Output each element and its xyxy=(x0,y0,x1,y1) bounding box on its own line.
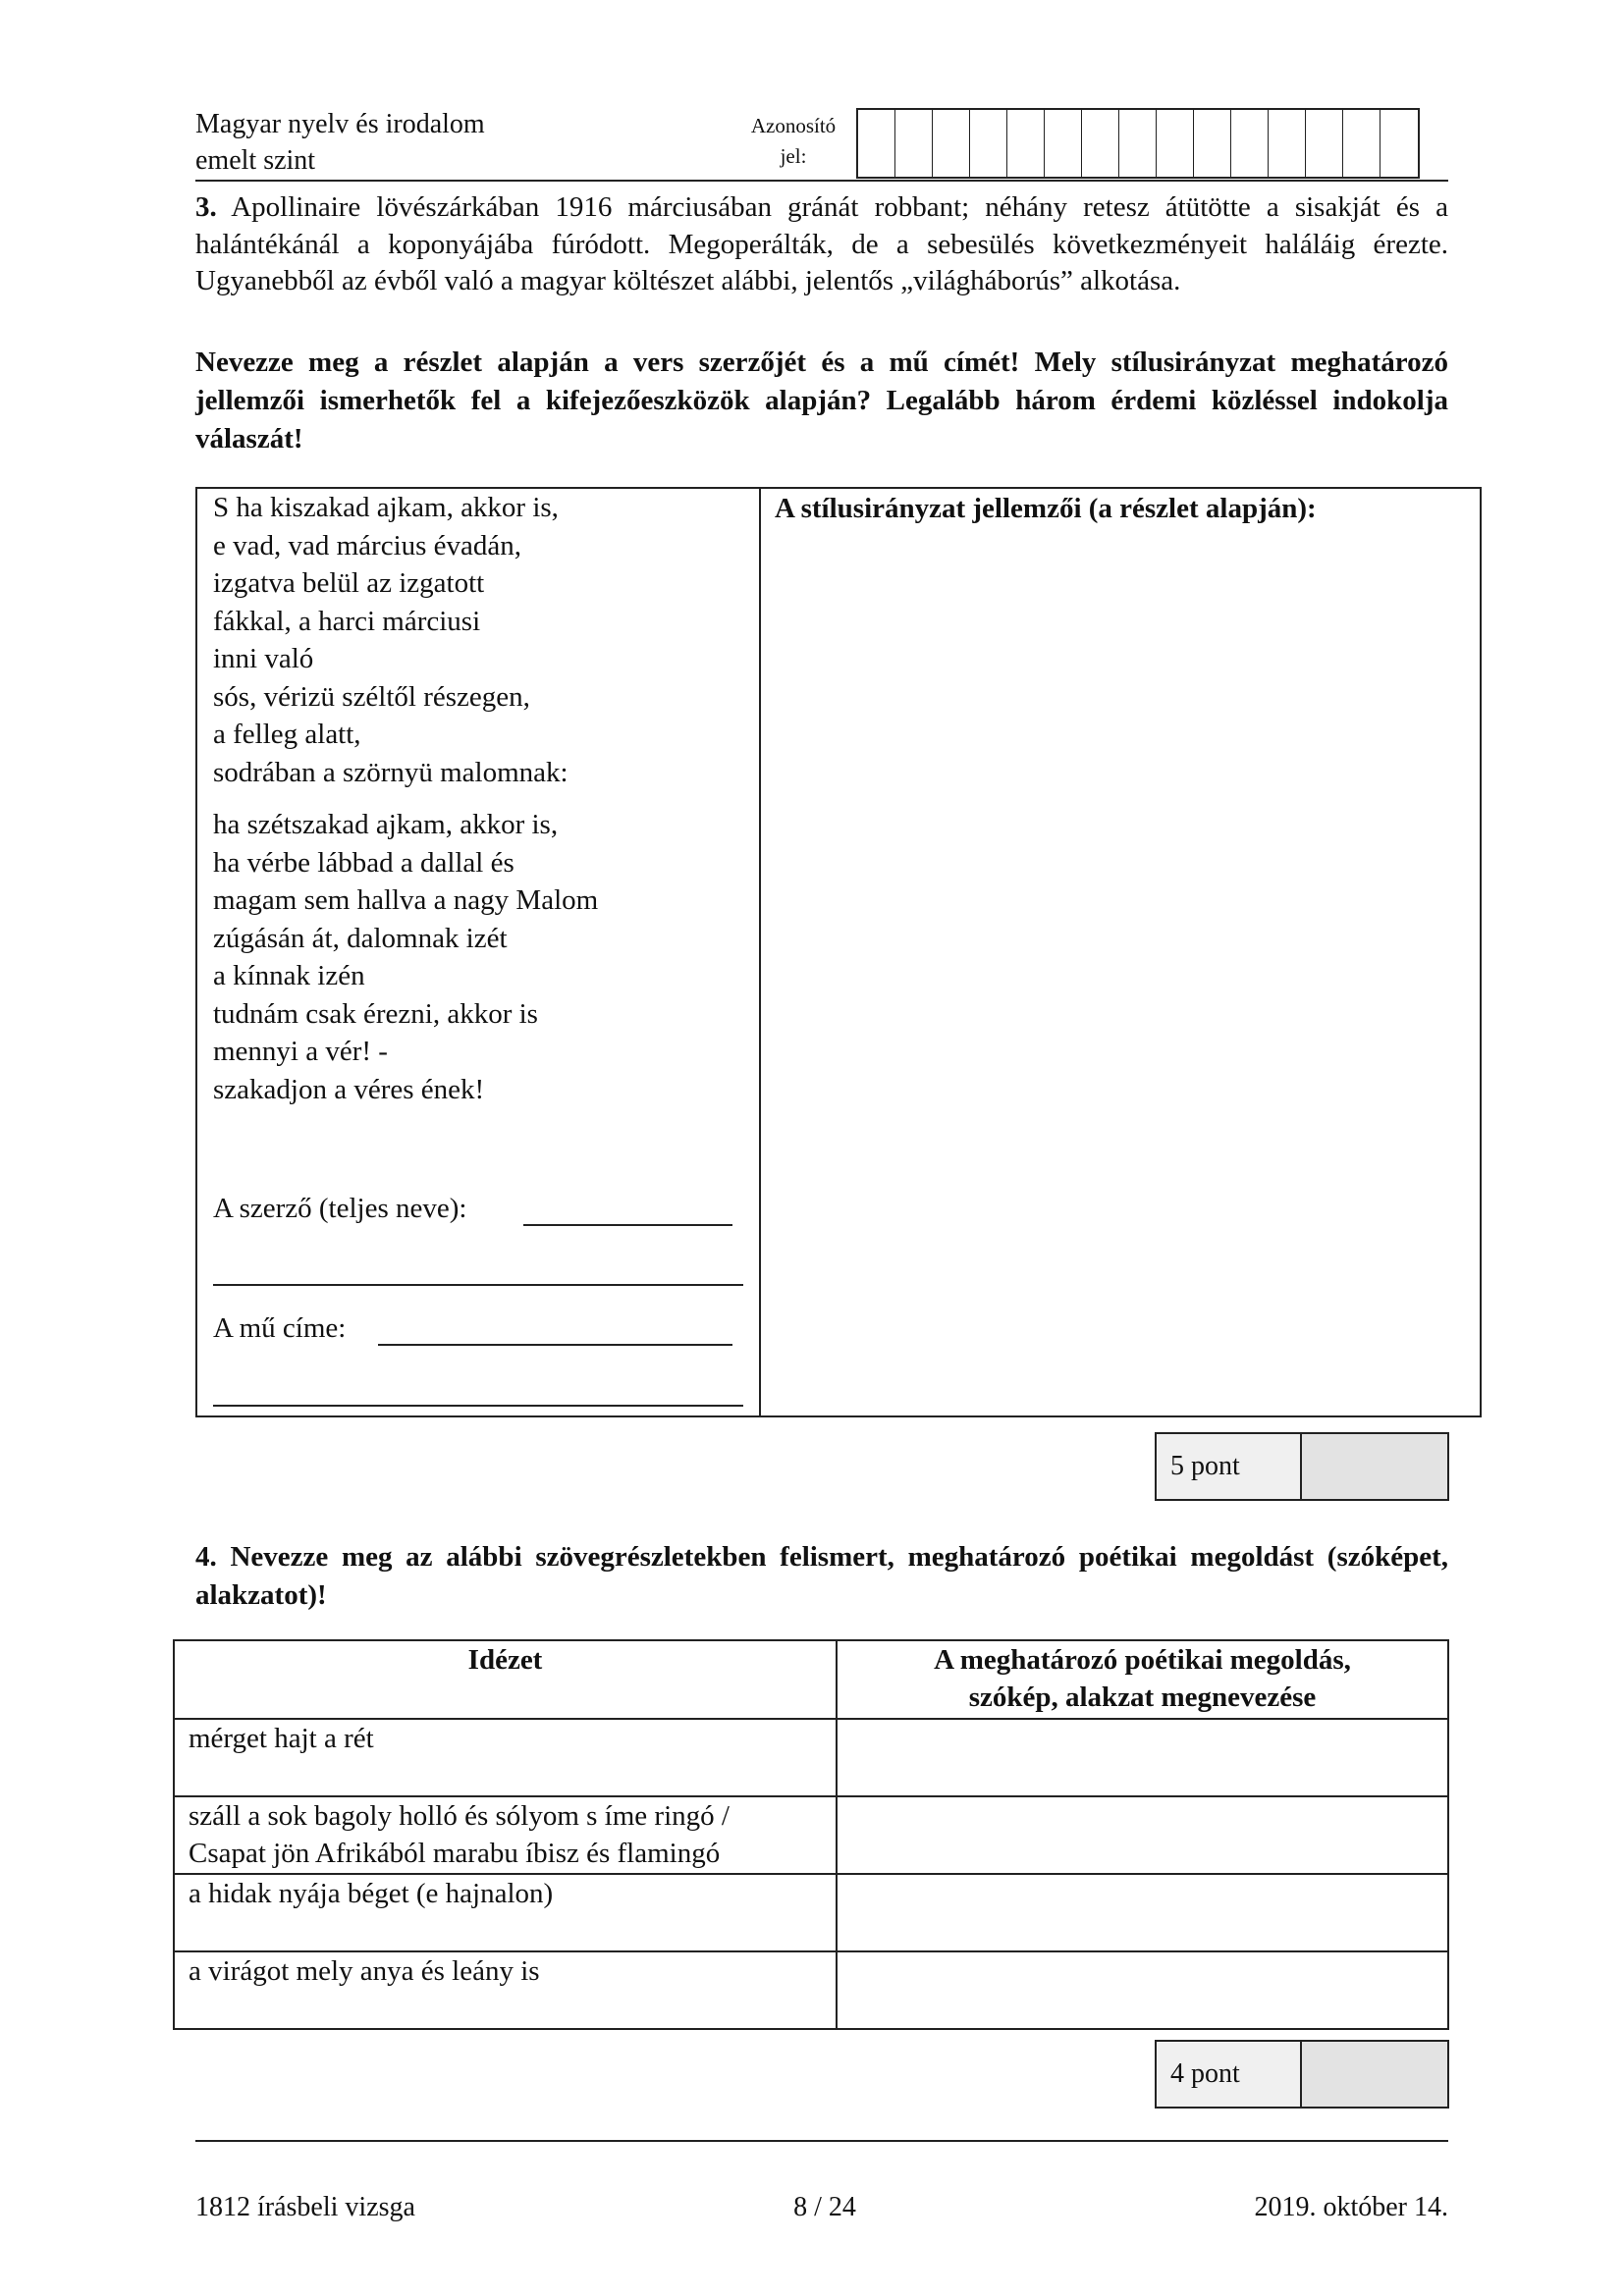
quote-cell xyxy=(174,1719,837,1796)
id-code-cell[interactable] xyxy=(1082,110,1119,177)
poem-line: zúgásán át, dalomnak izét xyxy=(213,922,508,954)
author-label xyxy=(213,1190,466,1227)
id-code-cell[interactable] xyxy=(1194,110,1231,177)
title-label-text: A mű címe: xyxy=(213,1312,347,1344)
poem-stanza-1 xyxy=(213,489,568,791)
subject-header xyxy=(195,106,485,179)
q4-task xyxy=(195,1538,1448,1615)
author-label-text: A szerző (teljes neve): xyxy=(213,1193,467,1224)
footer-date: 2019. október 14. xyxy=(1254,2192,1448,2222)
id-label xyxy=(734,111,852,172)
poem-line: magam sem hallva a nagy Malom xyxy=(213,884,599,916)
q3-intro-text: Apollinaire lövészárkában 1916 márciusában gránát robbant; néhány retesz átütötte a sisakját és a halántékánál a koponyájába fúródott. Megoperálták, de a sebesülés következményeit haláláig érezte. Ugyanebből az évből való a magyar költészet alábbi, jelentős „világháborús” alkotása. xyxy=(195,191,1448,296)
table-row xyxy=(174,1719,1448,1796)
q4-points-field[interactable] xyxy=(1302,2042,1447,2107)
poem-line: fákkal, a harci márciusi xyxy=(213,605,481,637)
id-label-line2: jel: xyxy=(780,144,807,168)
q3-task: Nevezze meg a részlet alapján a vers szerzőjét és a mű címét! Mely stílusirányzat meghatározó jellemzői ismerhetők fel a kifejezőeszközök alapján? Legalább három érdemi közléssel indokolja válaszát! xyxy=(195,347,1448,454)
answer-cell[interactable] xyxy=(837,1874,1448,1951)
title-answer-line-1[interactable] xyxy=(378,1344,732,1346)
q4-table xyxy=(173,1639,1449,2030)
q3-points-box xyxy=(1155,1432,1449,1501)
footer-page-number: 8 / 24 xyxy=(793,2192,856,2222)
id-label-line1: Azonosító xyxy=(750,114,837,137)
q4-task-text: Nevezze meg az alábbi szövegrészletekben felismert, meghatározó poétikai megoldást (szóképet, alakzatot)! xyxy=(195,1541,1449,1611)
poem-line: szakadjon a véres ének! xyxy=(213,1073,485,1105)
id-code-cell[interactable] xyxy=(1343,110,1380,177)
quote-text: Csapat jön Afrikából marabu íbisz és flamingó xyxy=(189,1838,721,1869)
q3-number: 3. xyxy=(195,191,217,223)
author-answer-line-2[interactable] xyxy=(213,1284,743,1286)
id-code-cell[interactable] xyxy=(1231,110,1269,177)
table-row xyxy=(174,1874,1448,1951)
quote-text: a hidak nyája béget (e hajnalon) xyxy=(189,1878,554,1909)
answer-cell[interactable] xyxy=(837,1719,1448,1796)
poem-line: tudnám csak érezni, akkor is xyxy=(213,997,538,1030)
header-divider xyxy=(195,180,1448,182)
q4-col-answer-header xyxy=(837,1640,1448,1719)
poem-line: inni való xyxy=(213,643,314,674)
table-row xyxy=(174,1951,1448,2029)
q4-col-quote-header: Idézet xyxy=(174,1640,837,1719)
q3-points-field[interactable] xyxy=(1302,1434,1447,1499)
q4-points-box xyxy=(1155,2040,1449,2109)
poem-line: sós, vérizü széltől részegen, xyxy=(213,680,530,713)
quote-cell xyxy=(174,1874,837,1951)
subject-level: emelt szint xyxy=(195,145,316,176)
q4-col-answer-header-line2: szókép, alakzat megnevezése xyxy=(968,1682,1317,1713)
quote-text: száll a sok bagoly holló és sólyom s íme ringó / xyxy=(189,1800,730,1832)
poem-line: sodrában a szörnyü malomnak: xyxy=(213,756,568,788)
q3-answer-table xyxy=(195,487,1482,1417)
id-code-cell[interactable] xyxy=(1007,110,1045,177)
id-code-boxes[interactable] xyxy=(856,108,1420,179)
poem-line: izgatva belül az izgatott xyxy=(213,567,485,599)
id-code-cell[interactable] xyxy=(1269,110,1306,177)
poem-line: a felleg alatt, xyxy=(213,719,361,750)
q3-intro xyxy=(195,189,1448,300)
id-code-cell[interactable] xyxy=(1119,110,1157,177)
poem-line: mennyi a vér! - xyxy=(213,1036,388,1067)
footer-divider xyxy=(195,2140,1448,2142)
poem-line: ha szétszakad ajkam, akkor is, xyxy=(213,809,559,840)
quote-cell xyxy=(174,1951,837,2029)
poem-line: ha vérbe lábbad a dallal és xyxy=(213,846,514,879)
answer-cell[interactable] xyxy=(837,1951,1448,2029)
q4-points-label: 4 pont xyxy=(1157,2042,1302,2107)
q3-points-label: 5 pont xyxy=(1157,1434,1302,1499)
table-divider xyxy=(759,489,761,1415)
quote-text: mérget hajt a rét xyxy=(189,1723,374,1754)
table-row xyxy=(174,1796,1448,1874)
id-code-cell[interactable] xyxy=(1157,110,1194,177)
q4-header-row xyxy=(174,1640,1448,1719)
id-code-cell[interactable] xyxy=(1306,110,1343,177)
quote-text: a virágot mely anya és leány is xyxy=(189,1955,540,1987)
id-code-cell[interactable] xyxy=(895,110,933,177)
style-heading: A stílusirányzat jellemzői (a részlet alapján): xyxy=(775,493,1317,524)
q4-col-answer-header-line1: A meghatározó poétikai megoldás, xyxy=(934,1644,1351,1676)
poem-stanza-2 xyxy=(213,806,598,1108)
poem-line: e vad, vad március évadán, xyxy=(213,529,522,561)
id-code-cell[interactable] xyxy=(1045,110,1082,177)
answer-cell[interactable] xyxy=(837,1796,1448,1874)
author-answer-line-1[interactable] xyxy=(523,1224,732,1226)
id-code-cell[interactable] xyxy=(970,110,1007,177)
quote-cell xyxy=(174,1796,837,1874)
id-code-cell[interactable] xyxy=(933,110,970,177)
title-answer-line-2[interactable] xyxy=(213,1405,743,1407)
title-label xyxy=(213,1309,346,1347)
subject-name: Magyar nyelv és irodalom xyxy=(195,109,485,139)
id-code-cell[interactable] xyxy=(1380,110,1418,177)
poem-line: a kínnak izén xyxy=(213,960,365,991)
id-code-cell[interactable] xyxy=(858,110,895,177)
footer-exam-code: 1812 írásbeli vizsga xyxy=(195,2192,415,2222)
q4-number: 4. xyxy=(195,1541,217,1573)
poem-line: S ha kiszakad ajkam, akkor is, xyxy=(213,492,559,523)
